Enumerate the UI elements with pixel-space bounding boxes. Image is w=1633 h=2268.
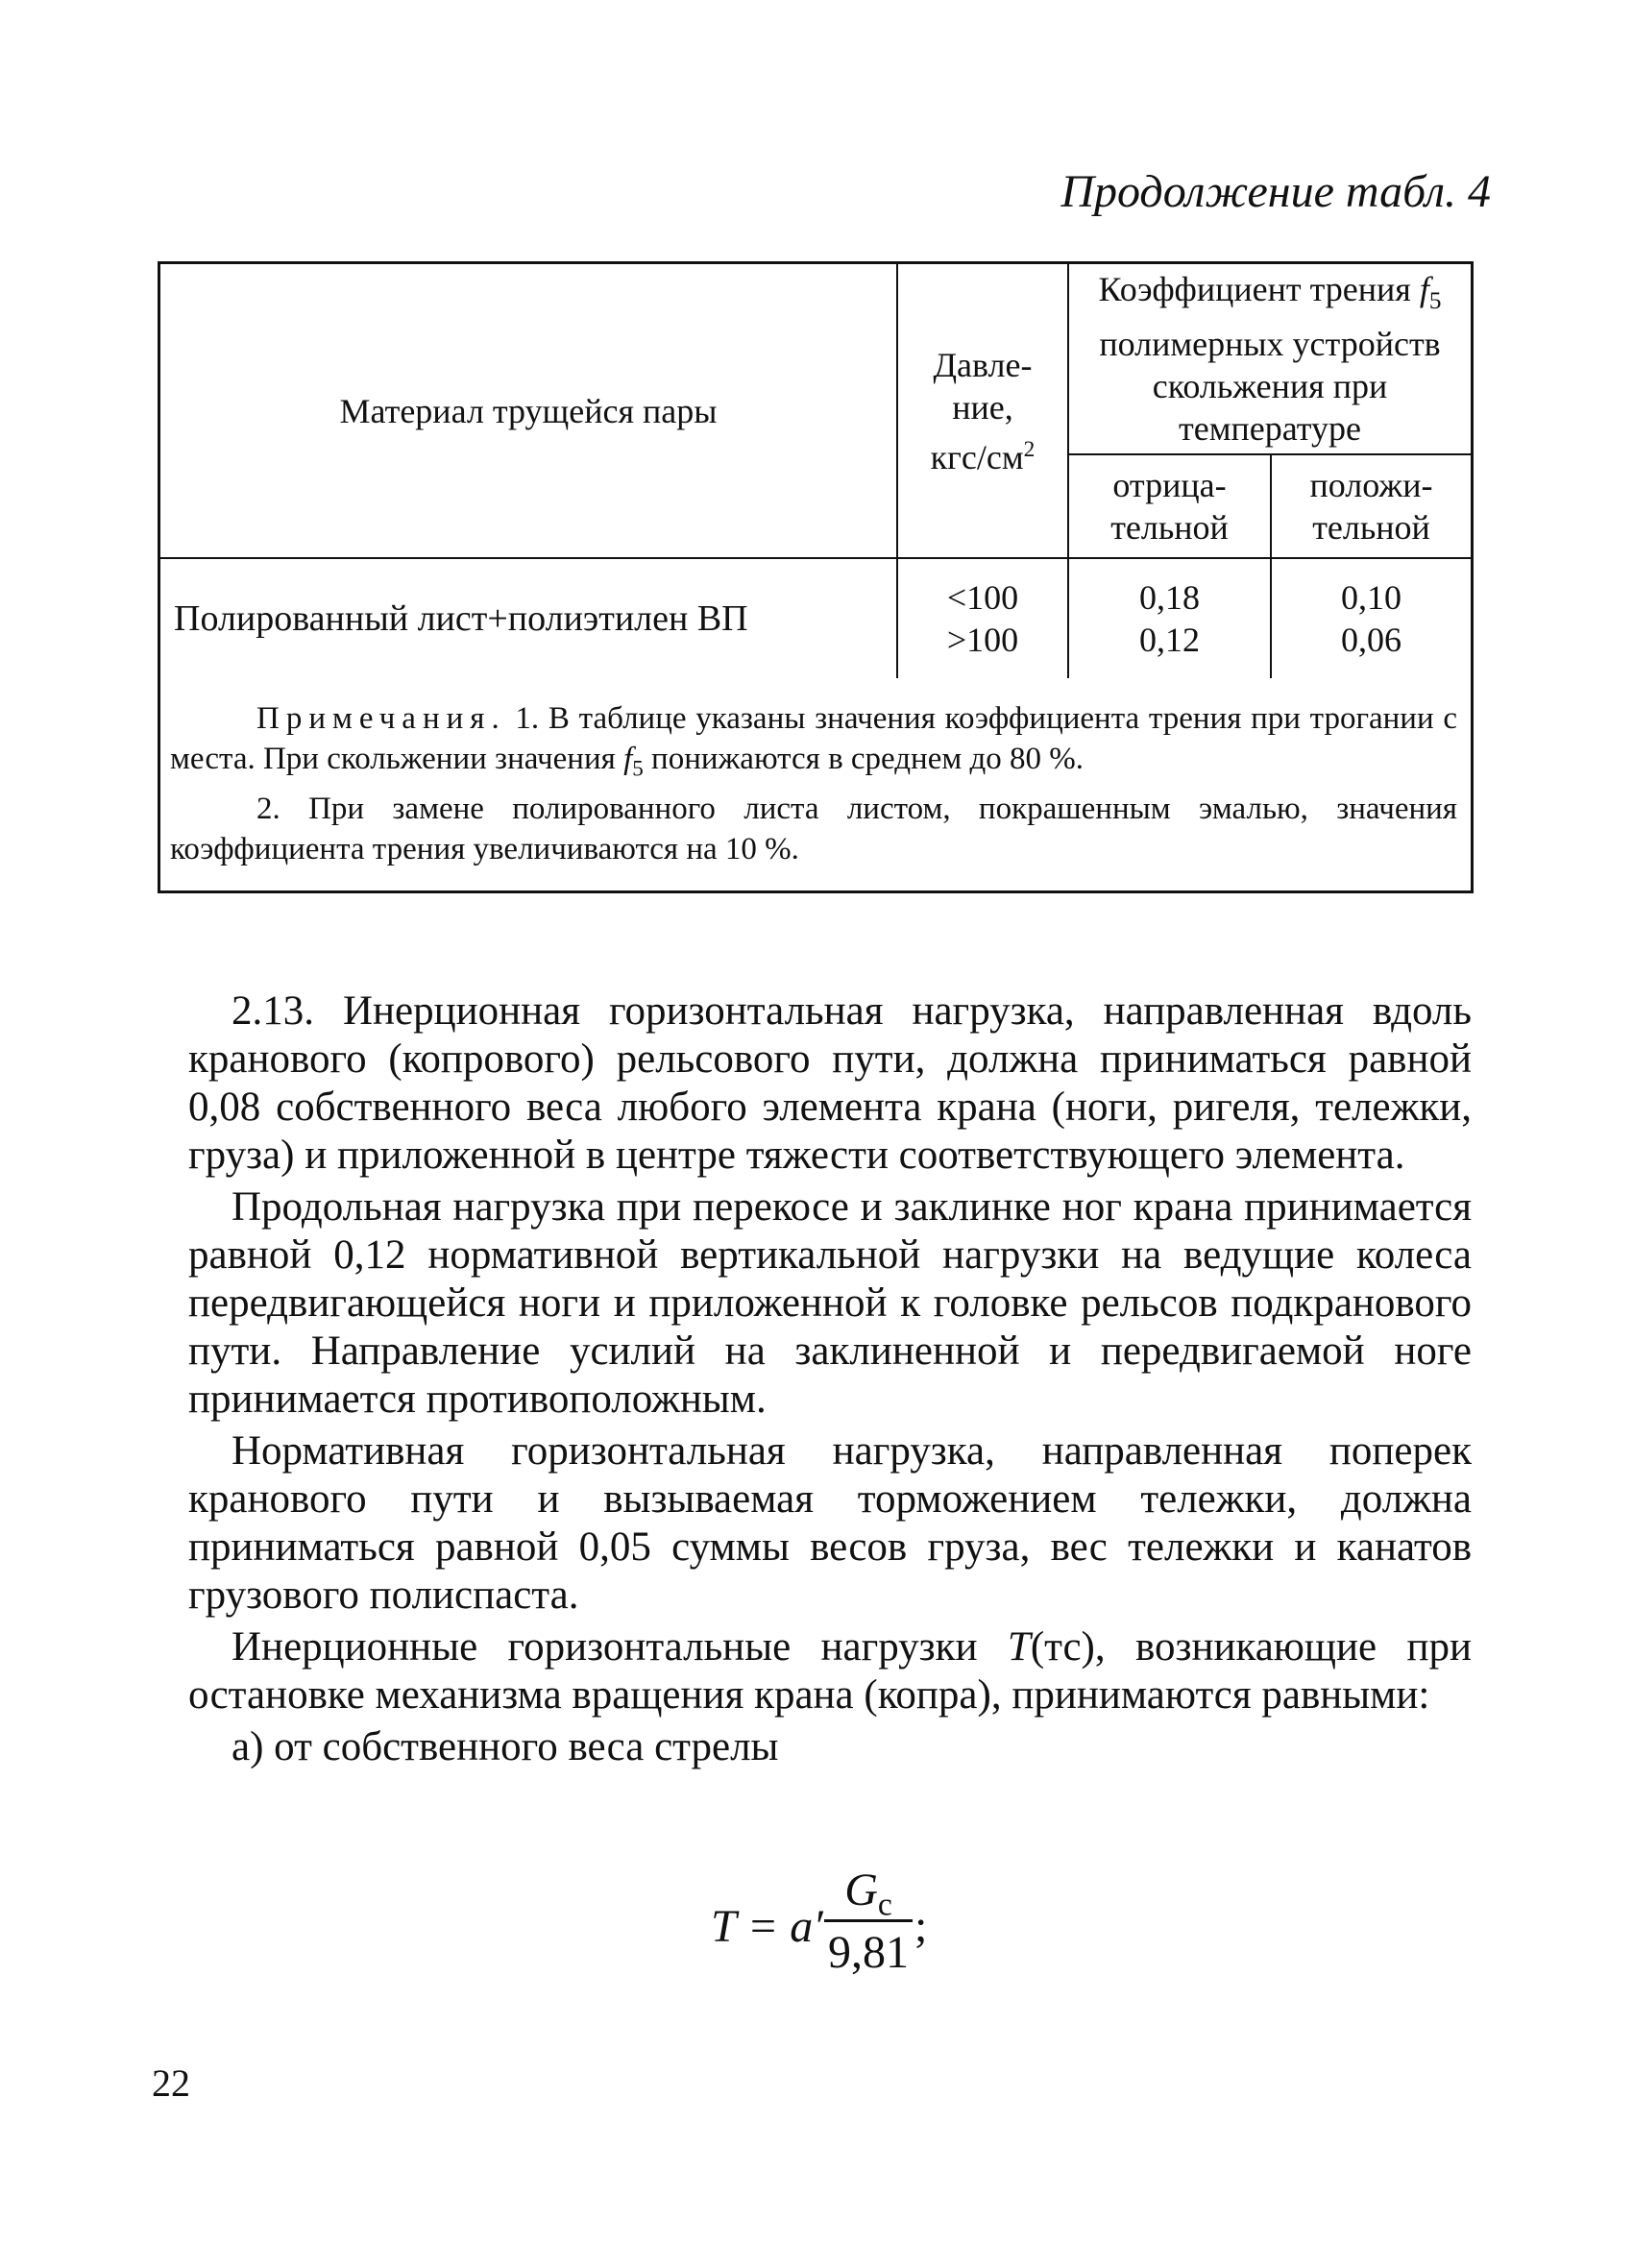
paragraph-transverse-load: Нормативная горизонтальная нагрузка, направленная поперек кранового пути и вызываемая торможением тележки, должна приниматься равной 0,05 суммы весов груза, вес тележки и канатов грузового полиспаста. — [188, 1428, 1472, 1618]
formula-fraction — [824, 1864, 913, 1980]
cell-material: Полированный лист+полиэтилен ВП — [160, 558, 897, 678]
paragraph-2-13: 2.13. Инерционная горизонтальная нагрузка, направленная вдоль кранового (копрового) рельсового пути, должна приниматься равной 0,08 собственного веса любого элемента крана (ноги, ригеля, тележки, груза) и приложенной в центре тяжести соответствующего элемента. — [188, 988, 1472, 1178]
header-friction-coefficient: Коэффициент трения $f_5$ полимерных устройств скольжения при температуре — [1068, 264, 1471, 454]
body-text — [188, 988, 1472, 1775]
paragraph-inertial-loads: Инерционные горизонтальные нагрузки T(тс), возникающие при остановке механизма вращения крана (копра), принимаются равными: — [188, 1624, 1472, 1718]
formula-lhs: T = a′ — [711, 1901, 823, 1952]
page-number: 22 — [152, 2061, 190, 2105]
header-pressure: Давле- ние, кгс/$см^2$ — [897, 264, 1068, 558]
formula-denominator: 9,81 — [828, 1927, 909, 1978]
cell-negative: 0,18 0,12 — [1068, 558, 1271, 678]
paragraph-item-a: а) от собственного веса стрелы — [232, 1724, 779, 1769]
table-continuation-label: Продолжение табл. 4 — [1060, 166, 1491, 217]
note-2: 2. При замене полированного листа листом, покрашенным эмалью, значения коэффициента трения увеличиваются на 10 %. — [170, 791, 1457, 866]
cell-pressure: <100 >100 — [897, 558, 1068, 678]
paragraph-longitudinal-load: Продольная нагрузка при перекосе и заклинке ног крана принимается равной 0,12 нормативной вертикальной нагрузки на ведущие колеса передвигающейся ноги и приложенной к головке рельсов подкранового пути. Направление усилий на заклиненной и передвигаемой ноге принимается противоположным. — [188, 1184, 1472, 1422]
fraction-bar — [824, 1919, 913, 1922]
friction-table-grid — [160, 264, 1471, 678]
formula-numerator: $G_c$ — [844, 1865, 892, 1923]
formula-tail: ; — [914, 1901, 928, 1952]
header-material: Материал трущейся пары — [160, 264, 897, 558]
table-notes — [170, 698, 1457, 869]
formula — [711, 1864, 999, 1988]
cell-positive: 0,10 0,06 — [1271, 558, 1471, 678]
friction-table — [158, 261, 1474, 893]
header-negative-temperature: отрица- тельной — [1068, 454, 1271, 558]
note-1: Примечания. 1. В таблице указаны значения коэффициента трения при трогании с места. При скольжении значения $f_5$ понижаются в среднем до 80 %. — [170, 701, 1457, 781]
header-positive-temperature: положи- тельной — [1271, 454, 1471, 558]
table-row — [160, 558, 1471, 678]
